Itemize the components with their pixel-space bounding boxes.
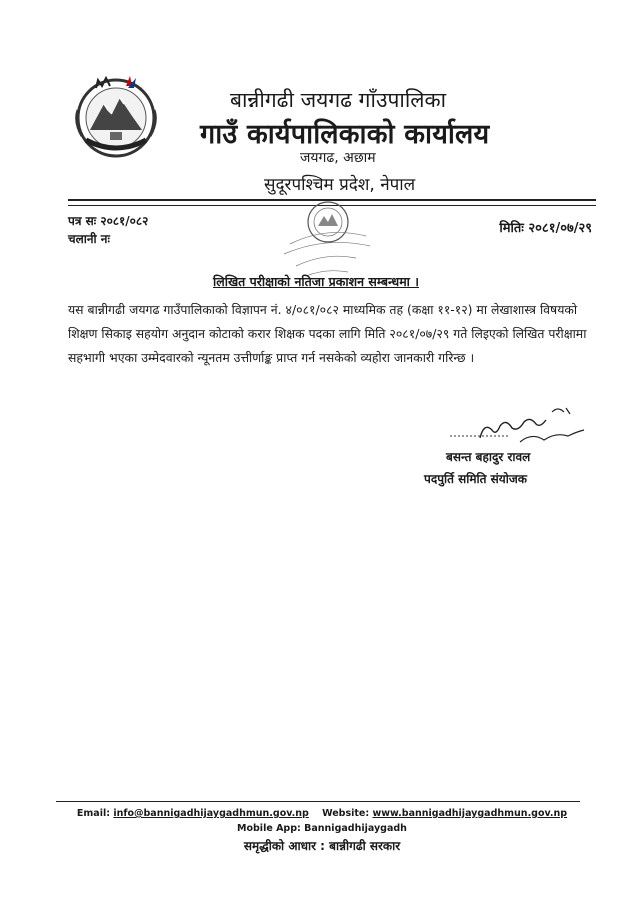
letter-date: मितिः २०८१/०७/२९ [499,221,592,236]
municipality-name: बान्नीगढी जयगढ गाँउपालिका [230,88,447,112]
body-line: यस बान्नीगढी जयगढ गाउँपालिकाको विज्ञापन नं. ४/०८१/०८२ माध्यमिक तह (कक्षा ११-१२) मा लेखाशास्त्र विषयको [68,302,578,317]
office-location: जयगढ, अछाम [300,150,376,166]
province-name: सुदूरपश्चिम प्रदेश, नेपाल [264,175,416,195]
footer-contact [0,808,644,819]
letter-subject: लिखित परीक्षाको नतिजा प्रकाशन सम्बन्धमा । [213,274,419,289]
office-name: गाउँ कार्यपालिकाको कार्यालय [200,119,490,150]
email-label: Email: [76,808,111,819]
dispatch-number: चलानी नः [68,232,110,246]
office-seal-icon [276,196,376,282]
letter-body [68,298,598,370]
body-line: सहभागी भएका उम्मेदवारको न्यूनतम उत्तीर्णाङ्क प्राप्त गर्न नसकेको व्यहोरा जानकारी गरिन्छ । [68,350,475,365]
footer-divider [56,801,580,802]
nepal-emblem-icon [66,70,166,162]
letter-number: पत्र सः २०८१/०८२ [68,214,149,228]
handwritten-signature-icon [440,402,590,452]
email-link[interactable]: info@bannigadhijaygadhmun.gov.np [113,808,309,819]
website-link[interactable]: www.bannigadhijaygadhmun.gov.np [372,808,568,819]
footer-slogan: समृद्धीको आधार : बान्नीगढी सरकार [243,839,401,853]
body-line: शिक्षण सिकाइ सहयोग अनुदान कोटाको करार शिक्षक पदका लागि मिति २०८१/०७/२९ गते लिइएको लिखित परीक्षामा [68,326,587,341]
signatory-title: पदपुर्ति समिति संयोजक [424,472,527,486]
signatory-name: बसन्त बहादुर रावल [446,450,531,464]
website-label: Website: [322,808,370,819]
footer-mobile-app: Mobile App: Bannigadhijaygadh [237,823,407,834]
